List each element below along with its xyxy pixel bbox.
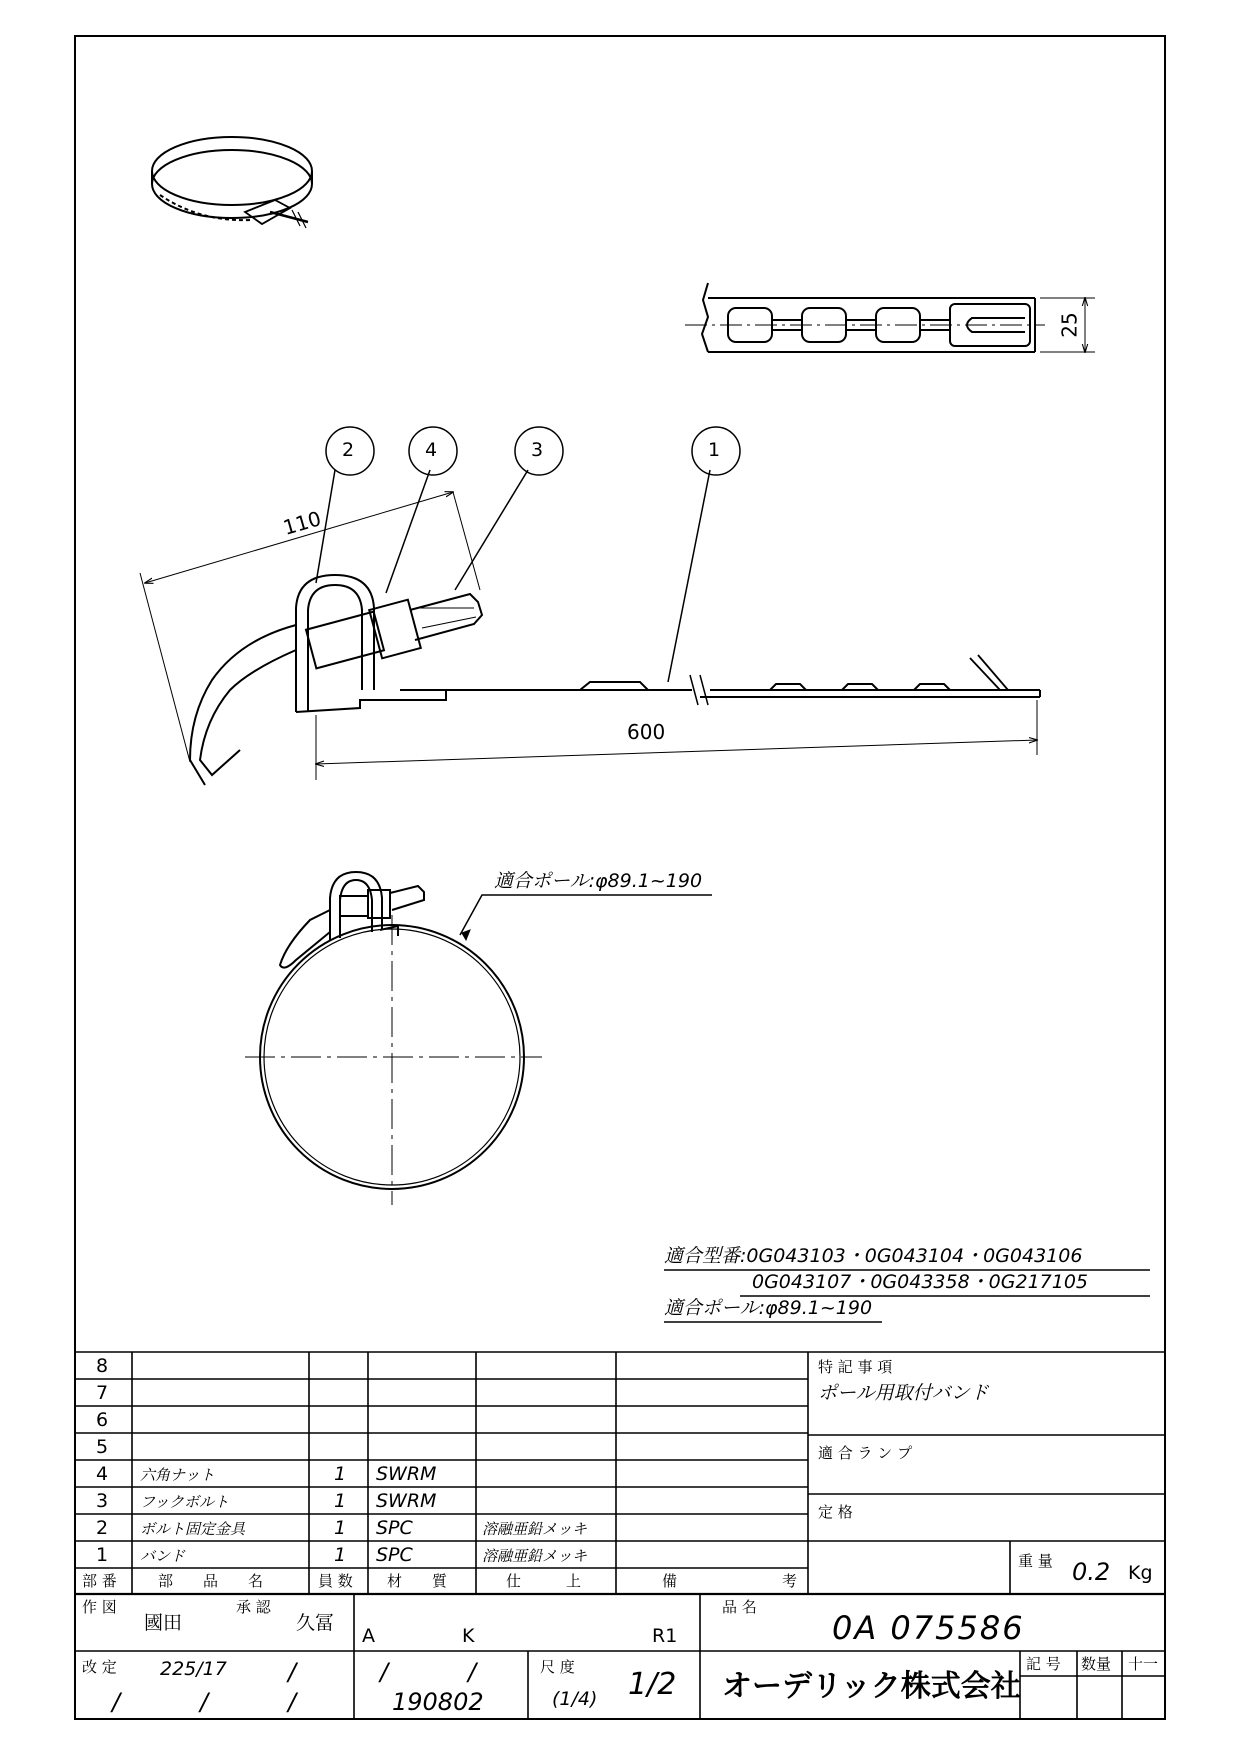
drawn-by-label: 作 図 <box>82 1598 117 1616</box>
compatible-models-line1: 適合型番:0G043103・0G043104・0G043106 <box>664 1245 1083 1267</box>
part-no: 8 <box>96 1355 109 1377</box>
revision-slash: / <box>380 1658 389 1686</box>
part-no: 1 <box>96 1544 109 1566</box>
revision-slash: / <box>468 1658 477 1686</box>
revision-code: R1 <box>652 1625 678 1647</box>
part-no: 3 <box>96 1490 109 1512</box>
balloon-label-2: 2 <box>342 439 355 461</box>
balloon-label-1: 1 <box>708 439 721 461</box>
scale-sub: (1/4) <box>552 1688 598 1710</box>
mark-label: 記 号 <box>1026 1655 1061 1673</box>
part-finish: 溶融亜鉛メッキ <box>482 1547 588 1565</box>
revision-slash: / <box>288 1688 297 1716</box>
balloon-label-3: 3 <box>531 439 544 461</box>
weight-unit: Kg <box>1128 1562 1153 1584</box>
revision-slash: / <box>200 1688 209 1716</box>
weight-label: 重 量 <box>1018 1552 1053 1570</box>
header-finish: 仕 上 <box>506 1572 582 1590</box>
part-qty: 1 <box>334 1463 347 1485</box>
approved-by-label: 承 認 <box>236 1598 271 1616</box>
revision-date: 225/17 <box>160 1658 227 1680</box>
company-name: オーデリック株式会社 <box>722 1669 1021 1704</box>
header-material: 材 質 <box>387 1572 448 1590</box>
band-top-view <box>685 283 1095 352</box>
pole-section-view <box>245 872 712 1205</box>
revision-slash: / <box>112 1688 121 1716</box>
part-material: SWRM <box>376 1490 437 1512</box>
part-no: 6 <box>96 1409 109 1431</box>
plusminus-label: 十一 <box>1128 1655 1159 1673</box>
part-finish: 溶融亜鉛メッキ <box>482 1520 588 1538</box>
product-number: 0A 075586 <box>832 1609 1025 1647</box>
part-name: 六角ナット <box>140 1466 215 1484</box>
count-label: 数量 <box>1081 1655 1112 1673</box>
part-name: ボルト固定金具 <box>140 1520 246 1538</box>
compatible-pole-note: 適合ポール:φ89.1~190 <box>664 1297 873 1319</box>
part-material: SPC <box>376 1544 413 1566</box>
compatible-lamp-label: 適 合 ラ ン プ <box>818 1444 913 1462</box>
special-notes-value: ポール用取付バンド <box>818 1382 989 1404</box>
pole-callout: 適合ポール:φ89.1~190 <box>494 870 703 892</box>
balloon-label-4: 4 <box>425 439 438 461</box>
isometric-band-view <box>152 137 312 228</box>
compatible-models-line2: 0G043107・0G043358・0G217105 <box>752 1271 1089 1293</box>
part-no: 7 <box>96 1382 109 1404</box>
part-no: 5 <box>96 1436 109 1458</box>
drawn-by-name: 國田 <box>144 1612 183 1634</box>
part-no: 4 <box>96 1463 109 1485</box>
part-material: SPC <box>376 1517 413 1539</box>
scale-label: 尺 度 <box>540 1658 575 1676</box>
dimension-bolt-length: 110 <box>280 506 324 540</box>
code-k: K <box>462 1625 475 1647</box>
product-label: 品 名 <box>722 1598 757 1616</box>
header-remarks: 備 考 <box>662 1572 798 1590</box>
weight-value: 0.2 <box>1072 1558 1111 1586</box>
approved-by-name: 久冨 <box>296 1612 335 1634</box>
header-qty: 員 数 <box>318 1572 353 1590</box>
part-qty: 1 <box>334 1517 347 1539</box>
dimension-band-length: 600 <box>627 720 666 744</box>
special-notes-label: 特 記 事 項 <box>818 1358 893 1376</box>
rating-label: 定 格 <box>818 1503 853 1521</box>
dimension-width: 25 <box>1057 312 1082 338</box>
code-a: A <box>362 1625 375 1647</box>
header-part-no: 部 番 <box>82 1572 117 1590</box>
part-name: バンド <box>140 1547 186 1565</box>
band-side-view <box>140 427 1040 785</box>
part-qty: 1 <box>334 1490 347 1512</box>
date-code: 190802 <box>392 1688 484 1716</box>
part-no: 2 <box>96 1517 109 1539</box>
part-material: SWRM <box>376 1463 437 1485</box>
revision-slash: / <box>288 1658 297 1686</box>
revision-label: 改 定 <box>82 1658 117 1676</box>
scale-value: 1/2 <box>628 1667 677 1702</box>
part-qty: 1 <box>334 1544 347 1566</box>
header-part-name: 部 品 名 <box>158 1572 264 1590</box>
part-name: フックボルト <box>140 1493 229 1511</box>
